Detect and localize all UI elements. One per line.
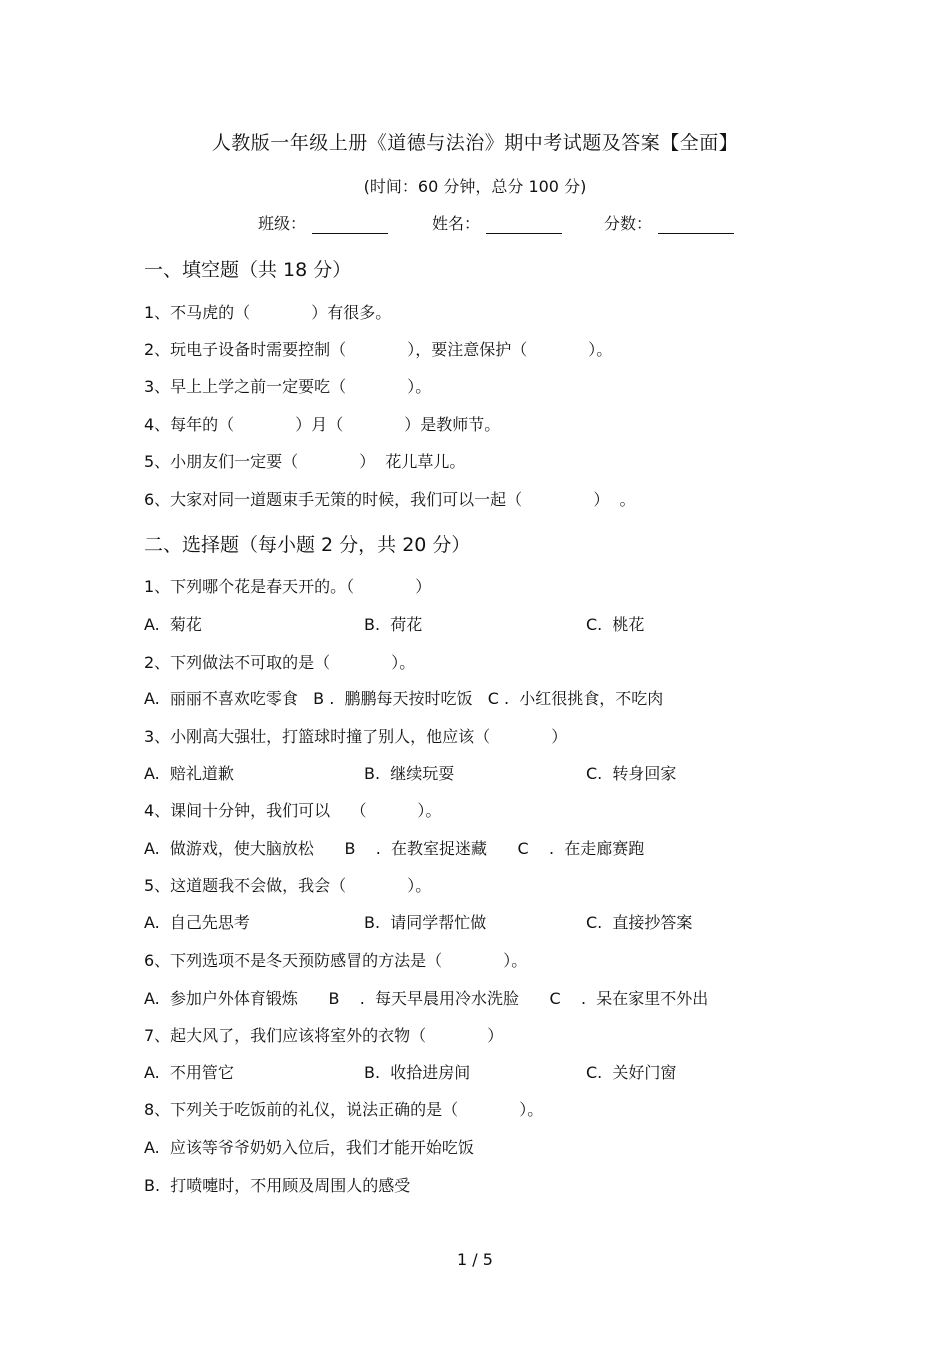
q7-option-a: A. 不用管它 [144, 1063, 234, 1082]
q5-option-a: A. 自己先思考 [144, 913, 250, 932]
fill-question-4: 4、每年的（ ）月（ ）是教师节。 [144, 415, 501, 434]
q2-options: A. 丽丽不喜欢吃零食 B . 鹏鹏每天按时吃饭 C . 小红很挑食，不吃肉 [144, 689, 664, 708]
q5-option-b: B. 请同学帮忙做 [364, 913, 487, 932]
class-field [258, 211, 388, 234]
class-label: 班级： [258, 214, 307, 233]
q8-option-a: A. 应该等爷爷奶奶入位后，我们才能开始吃饭 [144, 1138, 474, 1157]
choice-question-7: 7、起大风了，我们应该将室外的衣物（ ） [144, 1026, 504, 1045]
q8-option-b: B. 打喷嚏时，不用顾及周围人的感受 [144, 1176, 411, 1195]
fill-question-3: 3、早上上学之前一定要吃（ ）。 [144, 377, 432, 396]
choice-question-2: 2、下列做法不可取的是（ ）。 [144, 653, 416, 672]
q4-options: A. 做游戏，使大脑放松 B . 在教室捉迷藏 C . 在走廊赛跑 [144, 839, 645, 858]
q1-option-a: A. 菊花 [144, 615, 202, 634]
q5-option-c: C. 直接抄答案 [586, 913, 693, 932]
score-blank[interactable] [658, 215, 734, 234]
q1-option-b: B. 荷花 [364, 615, 423, 634]
score-field [604, 211, 734, 234]
section-fill-in-heading: 一、填空题（共 18 分） [144, 259, 352, 281]
name-blank[interactable] [486, 215, 562, 234]
section-choice-heading: 二、选择题（每小题 2 分，共 20 分） [144, 534, 471, 556]
q6-options: A. 参加户外体育锻炼 B . 每天早晨用冷水洗脸 C . 呆在家里不外出 [144, 989, 709, 1008]
fill-question-6: 6、大家对同一道题束手无策的时候，我们可以一起（ ） 。 [144, 490, 636, 509]
q1-option-c: C. 桃花 [586, 615, 645, 634]
name-field [432, 211, 562, 234]
q3-option-b: B. 继续玩耍 [364, 764, 455, 783]
fill-question-1: 1、不马虎的（ ）有很多。 [144, 303, 392, 322]
fill-question-2: 2、玩电子设备时需要控制（ ），要注意保护（ ）。 [144, 340, 613, 359]
fill-question-5: 5、小朋友们一定要（ ） 花儿草儿。 [144, 452, 466, 471]
document-subtitle: (时间：60 分钟，总分 100 分) [363, 177, 587, 196]
name-label: 姓名： [432, 214, 481, 233]
q3-option-a: A. 赔礼道歉 [144, 764, 234, 783]
class-blank[interactable] [312, 215, 388, 234]
choice-question-8: 8、下列关于吃饭前的礼仪，说法正确的是（ ）。 [144, 1100, 544, 1119]
page-number: 1 / 5 [457, 1250, 493, 1269]
choice-question-3: 3、小刚高大强壮，打篮球时撞了别人，他应该（ ） [144, 727, 568, 746]
choice-question-6: 6、下列选项不是冬天预防感冒的方法是（ ）。 [144, 951, 528, 970]
choice-question-4: 4、课间十分钟，我们可以 （ ）。 [144, 801, 442, 820]
q7-option-b: B. 收拾进房间 [364, 1063, 471, 1082]
score-label: 分数： [604, 214, 653, 233]
choice-question-5: 5、这道题我不会做，我会（ ）。 [144, 876, 432, 895]
q3-option-c: C. 转身回家 [586, 764, 677, 783]
document-title: 人教版一年级上册《道德与法治》期中考试题及答案【全面】 [211, 132, 739, 154]
q7-option-c: C. 关好门窗 [586, 1063, 677, 1082]
choice-question-1: 1、下列哪个花是春天开的。（ ） [144, 577, 432, 596]
student-info-fields [258, 211, 758, 237]
